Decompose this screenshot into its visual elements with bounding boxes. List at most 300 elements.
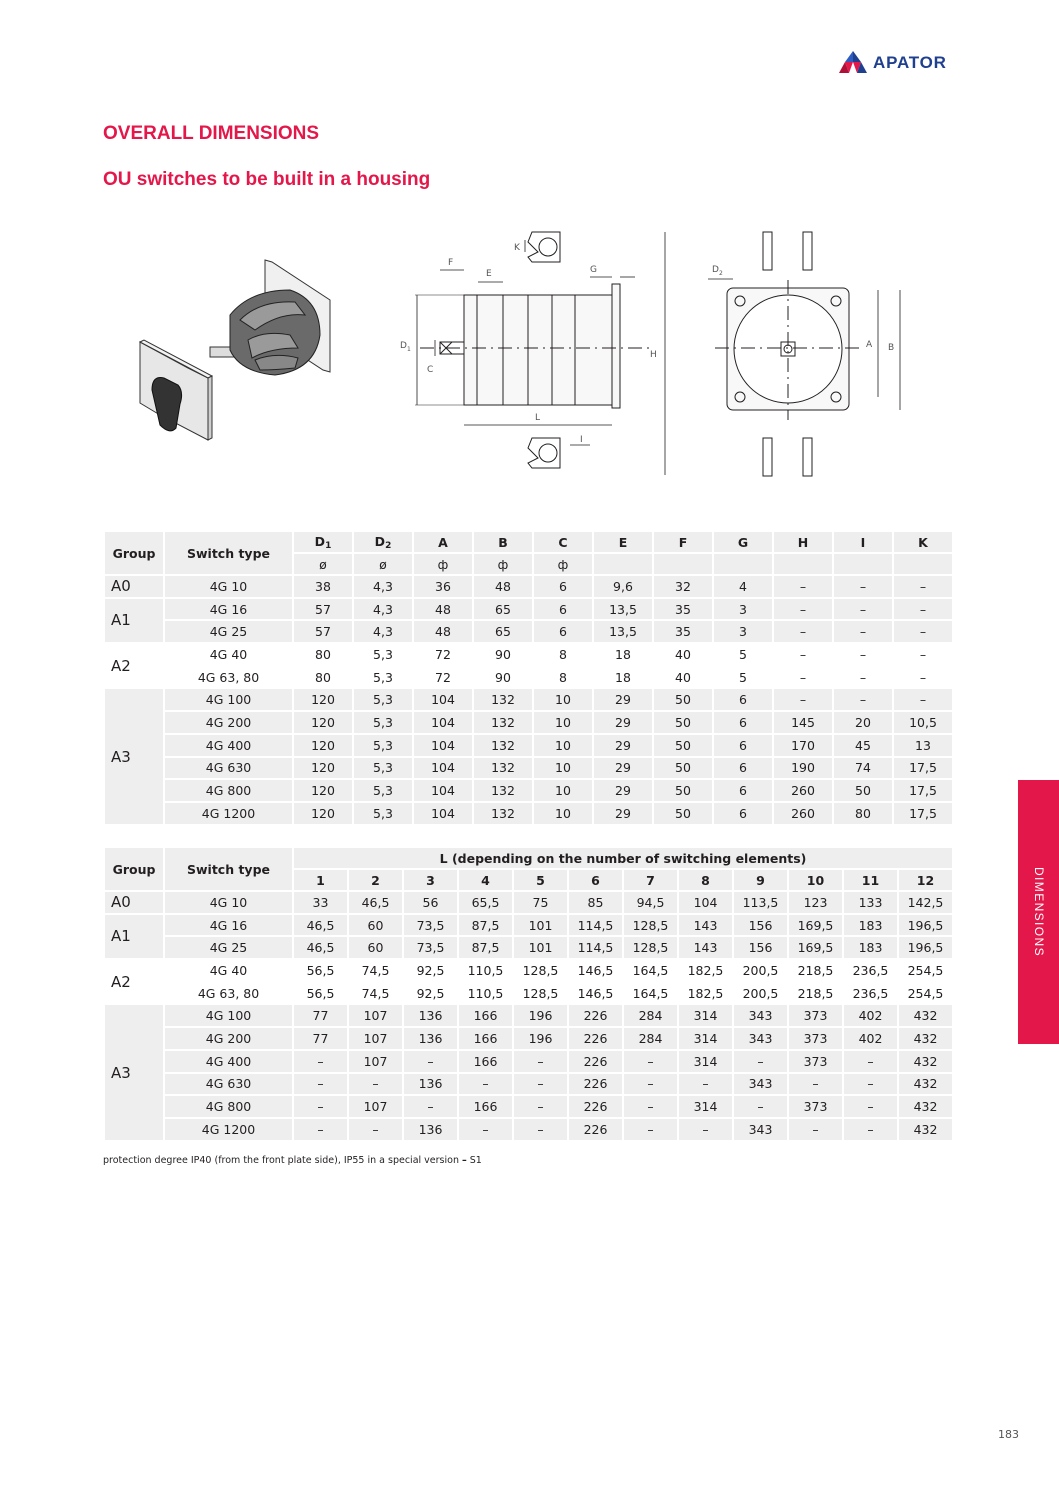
- value-cell: 32: [654, 576, 712, 597]
- value-cell: 6: [714, 735, 772, 756]
- value-cell: 260: [774, 780, 832, 801]
- table-row: [105, 960, 952, 981]
- value-cell: –: [774, 576, 832, 597]
- value-cell: –: [834, 576, 892, 597]
- header-col-label: G: [737, 534, 749, 550]
- value-cell: 432: [899, 1051, 952, 1072]
- value-cell: 29: [594, 803, 652, 824]
- value-cell: 50: [654, 689, 712, 710]
- value-cell: 5,3: [354, 780, 412, 801]
- label-c: C: [427, 365, 434, 375]
- value-cell: 120: [294, 735, 352, 756]
- value-cell: –: [734, 1051, 787, 1072]
- group-cell: A1: [105, 915, 163, 958]
- header-col-symbol: [774, 554, 832, 574]
- value-cell: 36: [414, 576, 472, 597]
- side-tab-dimensions[interactable]: [1018, 780, 1059, 1044]
- header-col-symbol: [894, 554, 952, 574]
- value-cell: 48: [474, 576, 532, 597]
- value-cell: 128,5: [514, 983, 567, 1004]
- value-cell: 110,5: [459, 983, 512, 1004]
- value-cell: 35: [654, 621, 712, 642]
- value-cell: 183: [844, 937, 897, 958]
- switch-type-cell: 4G 400: [165, 735, 292, 756]
- header-col: 10: [789, 870, 842, 890]
- value-cell: 17,5: [894, 803, 952, 824]
- switch-type-cell: 4G 200: [165, 1028, 292, 1049]
- value-cell: 120: [294, 803, 352, 824]
- value-cell: 5,3: [354, 712, 412, 733]
- value-cell: 402: [844, 1028, 897, 1049]
- label-d1: D: [400, 341, 407, 351]
- value-cell: 226: [569, 1096, 622, 1117]
- value-cell: 74,5: [349, 983, 402, 1004]
- value-cell: –: [844, 1074, 897, 1095]
- value-cell: –: [514, 1074, 567, 1095]
- value-cell: –: [404, 1096, 457, 1117]
- value-cell: 128,5: [624, 937, 677, 958]
- value-cell: 146,5: [569, 960, 622, 981]
- header-col: 4: [459, 870, 512, 890]
- value-cell: 166: [459, 1051, 512, 1072]
- header-col: [474, 532, 532, 552]
- value-cell: 5,3: [354, 689, 412, 710]
- value-cell: 166: [459, 1005, 512, 1026]
- value-cell: 120: [294, 758, 352, 779]
- value-cell: –: [624, 1051, 677, 1072]
- value-cell: 104: [414, 803, 472, 824]
- value-cell: 6: [714, 758, 772, 779]
- value-cell: 132: [474, 758, 532, 779]
- header-col: [354, 532, 412, 552]
- value-cell: –: [774, 689, 832, 710]
- table-row: [105, 892, 952, 913]
- value-cell: 56: [404, 892, 457, 913]
- value-cell: –: [349, 1119, 402, 1140]
- value-cell: 50: [654, 712, 712, 733]
- value-cell: 6: [534, 576, 592, 597]
- value-cell: 169,5: [789, 937, 842, 958]
- value-cell: 314: [679, 1028, 732, 1049]
- length-table: [103, 846, 954, 1142]
- value-cell: 10: [534, 735, 592, 756]
- value-cell: 3: [714, 599, 772, 620]
- apator-logo-icon: [838, 49, 868, 77]
- table-row: [105, 667, 952, 688]
- header-col-symbol: ø: [294, 554, 352, 574]
- value-cell: 432: [899, 1028, 952, 1049]
- value-cell: 90: [474, 667, 532, 688]
- value-cell: 166: [459, 1028, 512, 1049]
- value-cell: 156: [734, 915, 787, 936]
- table-header-row: [105, 532, 952, 552]
- value-cell: 35: [654, 599, 712, 620]
- value-cell: –: [514, 1051, 567, 1072]
- header-col-symbol: ф: [414, 554, 472, 574]
- value-cell: 46,5: [294, 915, 347, 936]
- header-col-symbol: ф: [474, 554, 532, 574]
- value-cell: 3: [714, 621, 772, 642]
- value-cell: 107: [349, 1051, 402, 1072]
- value-cell: 4,3: [354, 576, 412, 597]
- value-cell: 10: [534, 758, 592, 779]
- label-d2: D: [712, 265, 719, 275]
- value-cell: 260: [774, 803, 832, 824]
- value-cell: 29: [594, 758, 652, 779]
- value-cell: 18: [594, 667, 652, 688]
- value-cell: –: [844, 1119, 897, 1140]
- switch-type-cell: 4G 630: [165, 1074, 292, 1095]
- value-cell: 85: [569, 892, 622, 913]
- header-col: [714, 532, 772, 552]
- value-cell: 226: [569, 1005, 622, 1026]
- switch-type-cell: 4G 1200: [165, 1119, 292, 1140]
- value-cell: 432: [899, 1119, 952, 1140]
- value-cell: 92,5: [404, 960, 457, 981]
- value-cell: 10: [534, 712, 592, 733]
- value-cell: 6: [714, 689, 772, 710]
- value-cell: 343: [734, 1074, 787, 1095]
- value-cell: 48: [414, 599, 472, 620]
- header-span-label: L (depending on the number of switching elements): [294, 848, 952, 868]
- label-h: H: [650, 350, 657, 360]
- table-row: [105, 735, 952, 756]
- value-cell: 373: [789, 1051, 842, 1072]
- header-col-symbol: [654, 554, 712, 574]
- header-col-sub: 1: [325, 540, 332, 551]
- value-cell: 46,5: [349, 892, 402, 913]
- value-cell: 218,5: [789, 960, 842, 981]
- group-cell: A0: [105, 576, 163, 597]
- label-f: F: [448, 258, 454, 268]
- value-cell: 6: [534, 621, 592, 642]
- value-cell: 94,5: [624, 892, 677, 913]
- value-cell: 254,5: [899, 960, 952, 981]
- technical-drawing: [130, 220, 930, 490]
- switch-type-cell: 4G 25: [165, 621, 292, 642]
- switch-3d-view: [140, 260, 330, 440]
- value-cell: 196: [514, 1005, 567, 1026]
- header-col-symbol: [714, 554, 772, 574]
- value-cell: 132: [474, 780, 532, 801]
- value-cell: –: [834, 599, 892, 620]
- table-row: [105, 689, 952, 710]
- switch-side-view: [400, 232, 665, 475]
- switch-type-cell: 4G 16: [165, 599, 292, 620]
- value-cell: 284: [624, 1005, 677, 1026]
- value-cell: 142,5: [899, 892, 952, 913]
- value-cell: 128,5: [624, 915, 677, 936]
- table-row: [105, 1005, 952, 1026]
- value-cell: 183: [844, 915, 897, 936]
- value-cell: 128,5: [514, 960, 567, 981]
- header-col-symbol: [594, 554, 652, 574]
- value-cell: 132: [474, 803, 532, 824]
- value-cell: –: [679, 1119, 732, 1140]
- value-cell: 284: [624, 1028, 677, 1049]
- label-l: L: [535, 413, 541, 423]
- value-cell: 218,5: [789, 983, 842, 1004]
- header-col-label: C: [558, 534, 568, 550]
- header-col: 12: [899, 870, 952, 890]
- value-cell: 120: [294, 712, 352, 733]
- footnote: [103, 1155, 482, 1166]
- value-cell: 145: [774, 712, 832, 733]
- value-cell: 104: [414, 689, 472, 710]
- group-cell: A3: [105, 689, 163, 823]
- value-cell: 40: [654, 667, 712, 688]
- label-d1-sub: 1: [407, 346, 411, 353]
- value-cell: –: [894, 599, 952, 620]
- value-cell: 432: [899, 1005, 952, 1026]
- switch-type-cell: 4G 10: [165, 892, 292, 913]
- value-cell: 73,5: [404, 915, 457, 936]
- value-cell: 73,5: [404, 937, 457, 958]
- value-cell: 132: [474, 689, 532, 710]
- value-cell: –: [774, 621, 832, 642]
- value-cell: 29: [594, 712, 652, 733]
- value-cell: 50: [654, 735, 712, 756]
- value-cell: 5,3: [354, 644, 412, 665]
- value-cell: 373: [789, 1005, 842, 1026]
- value-cell: 92,5: [404, 983, 457, 1004]
- value-cell: 50: [654, 803, 712, 824]
- group-cell: A0: [105, 892, 163, 913]
- value-cell: 40: [654, 644, 712, 665]
- label-k: K: [514, 243, 520, 253]
- table-row: [105, 983, 952, 1004]
- value-cell: 6: [714, 780, 772, 801]
- value-cell: 432: [899, 1096, 952, 1117]
- value-cell: –: [894, 621, 952, 642]
- value-cell: 101: [514, 915, 567, 936]
- switch-type-cell: 4G 63, 80: [165, 667, 292, 688]
- value-cell: 101: [514, 937, 567, 958]
- value-cell: 10: [534, 689, 592, 710]
- switch-type-cell: 4G 630: [165, 758, 292, 779]
- header-col-label: D: [374, 533, 386, 549]
- value-cell: –: [834, 644, 892, 665]
- table-row: [105, 1028, 952, 1049]
- header-col: 8: [679, 870, 732, 890]
- value-cell: 65: [474, 599, 532, 620]
- value-cell: 110,5: [459, 960, 512, 981]
- subtitle-rest: switches to be built in a housing: [131, 169, 431, 190]
- value-cell: 29: [594, 689, 652, 710]
- switch-type-cell: 4G 1200: [165, 803, 292, 824]
- value-cell: 13,5: [594, 621, 652, 642]
- value-cell: 48: [414, 621, 472, 642]
- value-cell: 113,5: [734, 892, 787, 913]
- value-cell: –: [834, 689, 892, 710]
- value-cell: –: [404, 1051, 457, 1072]
- value-cell: 254,5: [899, 983, 952, 1004]
- value-cell: 373: [789, 1096, 842, 1117]
- value-cell: –: [514, 1119, 567, 1140]
- value-cell: 5,3: [354, 735, 412, 756]
- value-cell: 120: [294, 780, 352, 801]
- value-cell: –: [349, 1074, 402, 1095]
- value-cell: –: [294, 1119, 347, 1140]
- header-col: 3: [404, 870, 457, 890]
- value-cell: 133: [844, 892, 897, 913]
- value-cell: 45: [834, 735, 892, 756]
- value-cell: 190: [774, 758, 832, 779]
- value-cell: 72: [414, 667, 472, 688]
- table-row: [105, 1119, 952, 1140]
- header-col-label: D: [314, 533, 326, 549]
- header-col-symbol: ф: [534, 554, 592, 574]
- value-cell: 182,5: [679, 960, 732, 981]
- value-cell: 196: [514, 1028, 567, 1049]
- value-cell: –: [844, 1096, 897, 1117]
- value-cell: 65,5: [459, 892, 512, 913]
- switch-type-cell: 4G 800: [165, 780, 292, 801]
- value-cell: 5,3: [354, 803, 412, 824]
- header-switch-type: Switch type: [165, 532, 292, 574]
- value-cell: 10: [534, 803, 592, 824]
- header-col: [774, 532, 832, 552]
- value-cell: 50: [654, 780, 712, 801]
- value-cell: 114,5: [569, 915, 622, 936]
- value-cell: –: [844, 1051, 897, 1072]
- switch-type-cell: 4G 25: [165, 937, 292, 958]
- group-cell: A3: [105, 1005, 163, 1139]
- table-row: [105, 712, 952, 733]
- header-col: [294, 532, 352, 552]
- value-cell: 343: [734, 1119, 787, 1140]
- value-cell: 20: [834, 712, 892, 733]
- header-col-sub: 2: [385, 540, 392, 551]
- table-row: [105, 621, 952, 642]
- value-cell: 226: [569, 1074, 622, 1095]
- value-cell: 107: [349, 1005, 402, 1026]
- value-cell: 50: [834, 780, 892, 801]
- value-cell: 5: [714, 667, 772, 688]
- value-cell: 200,5: [734, 983, 787, 1004]
- header-col-label: E: [618, 534, 628, 550]
- header-col: 1: [294, 870, 347, 890]
- value-cell: 123: [789, 892, 842, 913]
- value-cell: 5: [714, 644, 772, 665]
- table-row: [105, 1096, 952, 1117]
- header-col: 6: [569, 870, 622, 890]
- header-col: 11: [844, 870, 897, 890]
- subtitle: [103, 169, 430, 191]
- value-cell: 77: [294, 1028, 347, 1049]
- value-cell: 57: [294, 621, 352, 642]
- table-row: [105, 599, 952, 620]
- table-header-row: [105, 848, 952, 868]
- value-cell: 373: [789, 1028, 842, 1049]
- value-cell: 9,6: [594, 576, 652, 597]
- table-row: [105, 644, 952, 665]
- value-cell: 6: [714, 712, 772, 733]
- value-cell: 104: [414, 735, 472, 756]
- header-col: 5: [514, 870, 567, 890]
- value-cell: –: [894, 576, 952, 597]
- label-a: A: [866, 340, 873, 350]
- header-col: [594, 532, 652, 552]
- value-cell: 6: [534, 599, 592, 620]
- value-cell: –: [894, 667, 952, 688]
- value-cell: 132: [474, 735, 532, 756]
- header-col-label: A: [438, 534, 448, 550]
- value-cell: 4,3: [354, 599, 412, 620]
- header-col-label: K: [918, 534, 928, 550]
- switch-type-cell: 4G 63, 80: [165, 983, 292, 1004]
- value-cell: 236,5: [844, 983, 897, 1004]
- value-cell: 80: [294, 667, 352, 688]
- value-cell: –: [734, 1096, 787, 1117]
- value-cell: 5,3: [354, 667, 412, 688]
- switch-type-cell: 4G 800: [165, 1096, 292, 1117]
- value-cell: 46,5: [294, 937, 347, 958]
- value-cell: 236,5: [844, 960, 897, 981]
- value-cell: 170: [774, 735, 832, 756]
- value-cell: 226: [569, 1119, 622, 1140]
- value-cell: 314: [679, 1051, 732, 1072]
- header-group: Group: [105, 532, 163, 574]
- header-switch-type: Switch type: [165, 848, 292, 890]
- value-cell: 182,5: [679, 983, 732, 1004]
- value-cell: 432: [899, 1074, 952, 1095]
- value-cell: –: [774, 644, 832, 665]
- value-cell: 74: [834, 758, 892, 779]
- switch-type-cell: 4G 40: [165, 960, 292, 981]
- footnote-dash: –: [462, 1155, 467, 1166]
- value-cell: 87,5: [459, 937, 512, 958]
- value-cell: 132: [474, 712, 532, 733]
- value-cell: 74,5: [349, 960, 402, 981]
- value-cell: 136: [404, 1028, 457, 1049]
- value-cell: –: [294, 1074, 347, 1095]
- value-cell: 156: [734, 937, 787, 958]
- value-cell: 5,3: [354, 758, 412, 779]
- value-cell: 18: [594, 644, 652, 665]
- table-row: [105, 780, 952, 801]
- value-cell: –: [514, 1096, 567, 1117]
- value-cell: 4,3: [354, 621, 412, 642]
- value-cell: 143: [679, 937, 732, 958]
- header-col-label: F: [678, 534, 688, 550]
- table-row: [105, 758, 952, 779]
- value-cell: 33: [294, 892, 347, 913]
- value-cell: –: [789, 1074, 842, 1095]
- page-number: 183: [998, 1428, 1019, 1441]
- switch-type-cell: 4G 100: [165, 689, 292, 710]
- header-col-label: I: [860, 534, 866, 550]
- value-cell: 169,5: [789, 915, 842, 936]
- label-e: E: [486, 269, 492, 279]
- value-cell: 164,5: [624, 960, 677, 981]
- value-cell: 17,5: [894, 758, 952, 779]
- value-cell: 38: [294, 576, 352, 597]
- value-cell: 17,5: [894, 780, 952, 801]
- header-col-symbol: [834, 554, 892, 574]
- value-cell: 120: [294, 689, 352, 710]
- value-cell: –: [774, 599, 832, 620]
- label-g: G: [590, 265, 597, 275]
- value-cell: 4: [714, 576, 772, 597]
- footnote-text: protection degree IP40 (from the front plate side), IP55 in a special version: [103, 1155, 462, 1166]
- value-cell: –: [894, 644, 952, 665]
- value-cell: 60: [349, 937, 402, 958]
- value-cell: 136: [404, 1074, 457, 1095]
- value-cell: 166: [459, 1096, 512, 1117]
- value-cell: 136: [404, 1005, 457, 1026]
- switch-type-cell: 4G 10: [165, 576, 292, 597]
